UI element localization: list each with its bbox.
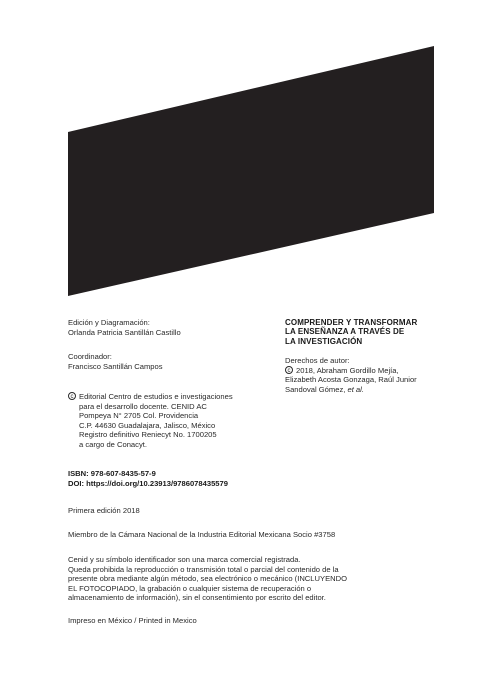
coordinator-credits (68, 352, 163, 371)
editorial-line: Editorial Centro de estudios e investigaciones (79, 392, 233, 401)
edicion-label: Edición y Diagramación: (68, 318, 150, 327)
legal-line: EL FOTOCOPIADO, la grabación o cualquier sistema de recuperación o (68, 583, 312, 593)
first-edition: Primera edición 2018 (68, 506, 140, 515)
book-title (285, 318, 417, 346)
membership-note (68, 530, 335, 540)
isbn: ISBN: 978-607-8435-57-9 (68, 469, 156, 478)
black-parallelogram-banner (0, 0, 480, 310)
edition-credits (68, 318, 181, 337)
legal-line: Queda prohibida la reproducción o transmisión total o parcial del contenido de la (68, 564, 339, 574)
legal-notice (68, 555, 347, 603)
authors-line-1-wrap (285, 366, 417, 376)
coordinador-label: Coordinador: (68, 352, 112, 361)
editorial-line: Pompeya N° 2705 Col. Providencia (79, 411, 199, 421)
authors-line-prefix: Sandoval Gómez, (285, 384, 348, 394)
edition-note (68, 506, 140, 516)
doi: DOI: https://doi.org/10.23913/9786078435579 (68, 478, 228, 488)
copyright-icon: c (68, 392, 76, 400)
title-line: LA ENSEÑANZA A TRAVÉS DE (285, 327, 405, 337)
printed-note (68, 616, 197, 626)
editorial-line: a cargo de Conacyt. (79, 439, 147, 449)
title-line: LA INVESTIGACIÓN (285, 336, 363, 346)
identifiers (68, 469, 228, 488)
member-text: Miembro de la Cámara Nacional de la Industria Editorial Mexicana Socio #3758 (68, 530, 336, 539)
edicion-name: Orlanda Patricia Santillán Castillo (68, 327, 181, 337)
coordinador-name: Francisco Santillán Campos (68, 361, 163, 371)
editorial-line: Registro definitivo Reniecyt No. 1700205 (79, 430, 217, 440)
printed-text: Impreso en México / Printed in Mexico (68, 616, 197, 625)
authors-line (285, 385, 417, 395)
authors-line: 2018, Abraham Gordillo Mejía, (296, 365, 399, 375)
legal-line: presente obra mediante algún método, sea electrónico o mecánico (INCLUYENDO (68, 574, 348, 584)
banner-shape (68, 46, 434, 296)
et-al: et al. (347, 384, 364, 394)
derechos-label: Derechos de autor: (285, 356, 350, 365)
legal-line: almacenamiento de información), sin el consentimiento por escrito del editor. (68, 593, 326, 603)
copyright-icon: c (285, 366, 293, 374)
authors-line: Elizabeth Acosta Gonzaga, Raúl Junior (285, 375, 417, 385)
editorial-line-0-wrap (68, 392, 233, 402)
editorial-line: para el desarrollo docente. CENID AC (79, 401, 207, 411)
legal-line: Cenid y su símbolo identificador son una marca comercial registrada. (68, 555, 301, 564)
editorial-info (68, 392, 233, 450)
title-line: COMPRENDER Y TRANSFORMAR (285, 318, 418, 327)
editorial-line: C.P. 44630 Guadalajara, Jalisco, México (79, 420, 216, 430)
author-rights (285, 356, 417, 394)
